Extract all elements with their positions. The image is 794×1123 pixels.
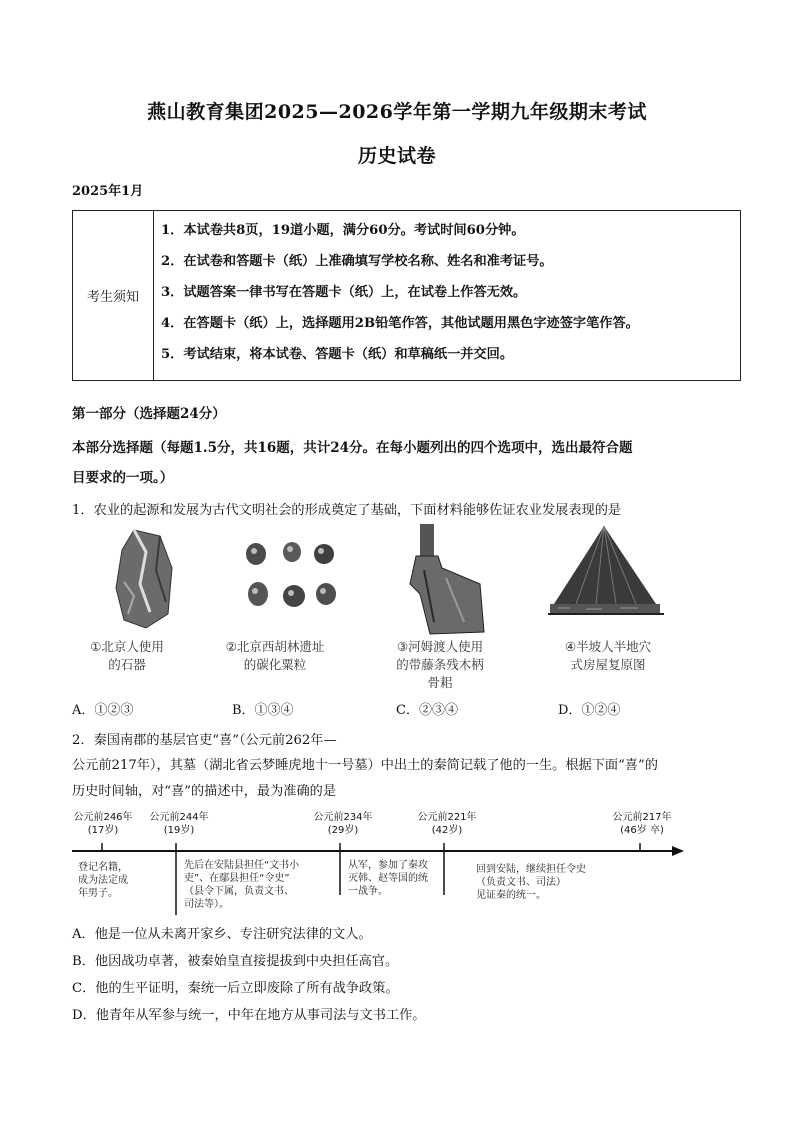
q2-option-b[interactable]: B．他因战功卓著，被秦始皇直接提拔到中央担任高官。 — [72, 954, 399, 969]
part1-instructions-line2: 目要求的一项。） — [72, 470, 174, 486]
timeline-event-221: 回到安陆，继续担任令史 （负责文书、司法） 见证秦的统一。 — [476, 864, 586, 901]
bone-spade-icon — [380, 522, 530, 637]
figure-caption-3: ③河姆渡人使用 的带藤条残木柄 骨耜 — [396, 639, 484, 690]
timeline-point-246: 公元前246年 (17岁) — [73, 812, 133, 836]
exam-subtitle: 历史试卷 — [357, 145, 436, 167]
figure-caption-2: ②北京西胡林遗址 的碳化粟粒 — [225, 639, 325, 672]
timeline-point-217: 公元前217年 (46岁 卒) — [612, 812, 672, 836]
figure-semi-pit-house — [546, 522, 696, 637]
q2-stem-line1: 2．秦国南郡的基层官吏“喜”（公元前262年— — [72, 733, 337, 748]
q1-option-a[interactable]: A．①②③ — [72, 703, 134, 718]
exam-title: 燕山教育集团2025—2026学年第一学期九年级期末考试 — [147, 101, 647, 123]
notice-item: 3．试题答案一律书写在答题卡（纸）上，在试卷上作答无效。 — [161, 285, 527, 300]
figure-millet-grains — [220, 522, 370, 637]
timeline-event-234: 从军，参加了秦攻 灭韩、赵等国的统 一战争。 — [348, 860, 428, 897]
q2-option-d[interactable]: D．他青年从军参与统一，中年在地方从事司法与文书工作。 — [72, 1008, 426, 1023]
millet-grains-icon — [220, 522, 370, 637]
part1-heading: 第一部分（选择题24分） — [72, 406, 226, 422]
notice-label: 考生须知 — [73, 211, 154, 380]
q2-option-a[interactable]: A．他是一位从未离开家乡、专注研究法律的文人。 — [72, 927, 372, 942]
q2-stem-line3: 历史时间轴，对“喜”的描述中，最为准确的是 — [72, 784, 337, 799]
timeline-point-244: 公元前244年 (19岁) — [149, 812, 209, 836]
q1-option-b[interactable]: B．①③④ — [232, 703, 294, 718]
timeline-point-234: 公元前234年 (29岁) — [313, 812, 373, 836]
q1-option-c[interactable]: C．②③④ — [396, 703, 458, 718]
q2-stem-line2: 公元前217年），其墓（湖北省云梦睡虎地十一号墓）中出土的秦简记载了他的一生。根据下面“喜”的 — [72, 758, 658, 773]
exam-date: 2025年1月 — [72, 184, 144, 199]
q1-option-d[interactable]: D．①②④ — [558, 703, 621, 718]
part1-instructions-line1: 本部分选择题（每题1.5分，共16题，共计24分。在每小题列出的四个选项中，选出最符合题 — [72, 440, 633, 456]
stone-tool-icon — [76, 522, 226, 637]
figure-caption-4: ④半坡人半地穴 式房屋复原图 — [564, 639, 652, 672]
figure-bone-spade — [380, 522, 530, 637]
notice-item: 4．在答题卡（纸）上，选择题用2B铅笔作答，其他试题用黑色字迹签字笔作答。 — [161, 316, 639, 331]
notice-item: 1．本试卷共8页，19道小题，满分60分。考试时间60分钟。 — [161, 223, 525, 238]
figure-stone-tool — [76, 522, 226, 637]
q1-stem: 1．农业的起源和发展为古代文明社会的形成奠定了基础，下面材料能够佐证农业发展表现的是 — [72, 503, 622, 518]
notice-box — [72, 210, 741, 381]
notice-item: 5．考试结束，将本试卷、答题卡（纸）和草稿纸一并交回。 — [161, 347, 514, 362]
semi-pit-house-icon — [546, 522, 696, 637]
q2-timeline — [72, 805, 692, 920]
timeline-point-221: 公元前221年 (42岁) — [417, 812, 477, 836]
notice-item: 2．在试卷和答题卡（纸）上准确填写学校名称、姓名和准考证号。 — [161, 254, 553, 269]
q2-option-c[interactable]: C．他的生平证明，秦统一后立即废除了所有战争政策。 — [72, 981, 399, 996]
timeline-event-244: 先后在安陆县担任“文书小 吏”、在鄢县担任“令史” （县令下属，负责文书、 司法等）。 — [184, 860, 300, 910]
timeline-event-246: 登记名籍， 成为法定成 年男子。 — [78, 862, 128, 899]
notice-list — [161, 221, 731, 376]
figure-caption-1: ①北京人使用 的石器 — [90, 639, 164, 672]
